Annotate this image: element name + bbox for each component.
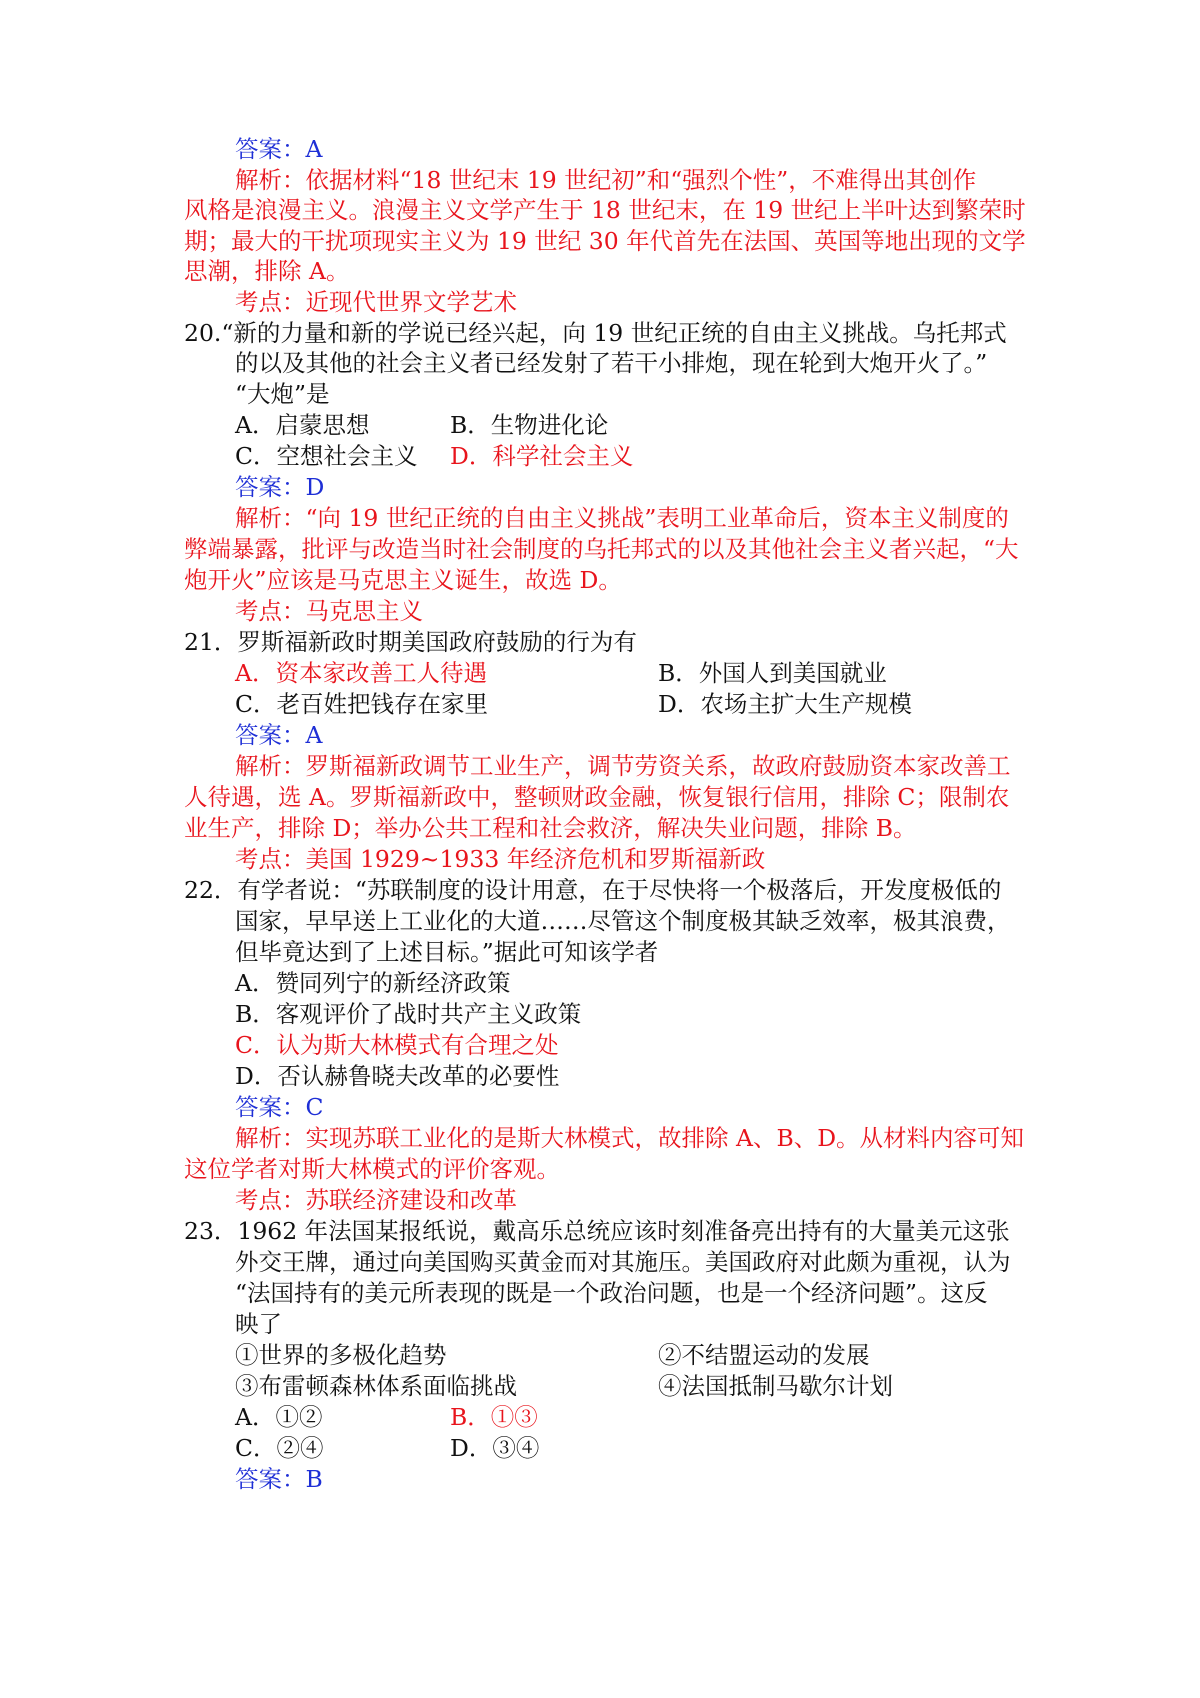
q19-analysis-line-3: 期；最大的干扰项现实主义为 19 世纪 30 年代首先在法国、英国等地出现的文学 bbox=[184, 227, 1026, 255]
q23-option-b: B．①③ bbox=[450, 1403, 538, 1431]
q23-option-d: D．③④ bbox=[450, 1434, 540, 1462]
q23-stem-line-4: 映了 bbox=[235, 1310, 282, 1338]
q20-analysis-line-2: 弊端暴露，批评与改造当时社会制度的乌托邦式的以及其他社会主义者兴起，“大 bbox=[184, 535, 1019, 563]
q22-option-c: C．认为斯大林模式有合理之处 bbox=[235, 1031, 559, 1059]
q20-point: 考点：马克思主义 bbox=[235, 597, 423, 625]
q23-item-2: ②不结盟运动的发展 bbox=[658, 1341, 870, 1369]
q19-analysis-line-4: 思潮，排除 A。 bbox=[184, 257, 350, 285]
q19-point: 考点：近现代世界文学艺术 bbox=[235, 288, 517, 316]
q20-analysis-line-1: 解析：“向 19 世纪正统的自由主义挑战”表明工业革命后，资本主义制度的 bbox=[235, 504, 1009, 532]
q20-stem-line-2: 的以及其他的社会主义者已经发射了若干小排炮，现在轮到大炮开火了。” bbox=[235, 349, 988, 377]
q22-option-b: B．客观评价了战时共产主义政策 bbox=[235, 1000, 582, 1028]
q22-analysis-line-2: 这位学者对斯大林模式的评价客观。 bbox=[184, 1155, 560, 1183]
q20-option-a: A．启蒙思想 bbox=[235, 411, 370, 439]
q22-option-d: D．否认赫鲁晓夫改革的必要性 bbox=[235, 1062, 560, 1090]
q23-item-1: ①世界的多极化趋势 bbox=[235, 1341, 447, 1369]
q22-answer: 答案：C bbox=[235, 1093, 324, 1121]
q21-analysis-line-3: 业生产，排除 D；举办公共工程和社会救济，解决失业问题，排除 B。 bbox=[184, 814, 917, 842]
q23-stem-line-3: “法国持有的美元所表现的既是一个政治问题，也是一个经济问题”。这反 bbox=[235, 1279, 988, 1307]
q20-option-b: B．生物进化论 bbox=[450, 411, 609, 439]
q23-stem-line-1: 23．1962 年法国某报纸说，戴高乐总统应该时刻准备亮出持有的大量美元这张 bbox=[184, 1217, 1010, 1245]
q21-point: 考点：美国 1929~1933 年经济危机和罗斯福新政 bbox=[235, 845, 766, 873]
q23-option-a: A．①② bbox=[235, 1403, 323, 1431]
q20-option-c: C．空想社会主义 bbox=[235, 442, 418, 470]
q21-stem: 21．罗斯福新政时期美国政府鼓励的行为有 bbox=[184, 628, 637, 656]
q23-option-c: C．②④ bbox=[235, 1434, 324, 1462]
q20-option-d: D．科学社会主义 bbox=[450, 442, 634, 470]
q22-stem-line-1: 22．有学者说：“苏联制度的设计用意，在于尽快将一个极落后，开发度极低的 bbox=[184, 876, 1002, 904]
q23-stem-line-2: 外交王牌，通过向美国购买黄金而对其施压。美国政府对此颇为重视，认为 bbox=[235, 1248, 1011, 1276]
q19-answer: 答案：A bbox=[235, 135, 323, 163]
q20-stem-line-3: “大炮”是 bbox=[235, 380, 330, 408]
q19-analysis-line-2: 风格是浪漫主义。浪漫主义文学产生于 18 世纪末，在 19 世纪上半叶达到繁荣时 bbox=[184, 196, 1026, 224]
q21-analysis-line-1: 解析：罗斯福新政调节工业生产，调节劳资关系，故政府鼓励资本家改善工 bbox=[235, 752, 1011, 780]
q21-option-d: D．农场主扩大生产规模 bbox=[658, 690, 912, 718]
q23-item-4: ④法国抵制马歇尔计划 bbox=[658, 1372, 893, 1400]
q20-stem-line-1: 20.“新的力量和新的学说已经兴起，向 19 世纪正统的自由主义挑战。乌托邦式 bbox=[184, 319, 1007, 347]
q22-stem-line-3: 但毕竟达到了上述目标。”据此可知该学者 bbox=[235, 938, 659, 966]
q23-item-3: ③布雷顿森林体系面临挑战 bbox=[235, 1372, 517, 1400]
q23-answer: 答案：B bbox=[235, 1465, 323, 1493]
q22-option-a: A．赞同列宁的新经济政策 bbox=[235, 969, 511, 997]
q22-stem-line-2: 国家，早早送上工业化的大道……尽管这个制度极其缺乏效率，极其浪费， bbox=[235, 907, 1011, 935]
q21-option-a: A．资本家改善工人待遇 bbox=[235, 659, 487, 687]
q20-answer: 答案：D bbox=[235, 473, 325, 501]
q22-analysis-line-1: 解析：实现苏联工业化的是斯大林模式，故排除 A、B、D。从材料内容可知 bbox=[235, 1124, 1025, 1152]
q21-answer: 答案：A bbox=[235, 721, 323, 749]
q21-option-c: C．老百姓把钱存在家里 bbox=[235, 690, 488, 718]
q22-point: 考点：苏联经济建设和改革 bbox=[235, 1186, 517, 1214]
q19-analysis-line-1: 解析：依据材料“18 世纪末 19 世纪初”和“强烈个性”，不难得出其创作 bbox=[235, 166, 977, 194]
q21-option-b: B．外国人到美国就业 bbox=[658, 659, 887, 687]
q21-analysis-line-2: 人待遇，选 A。罗斯福新政中，整顿财政金融，恢复银行信用，排除 C；限制农 bbox=[184, 783, 1010, 811]
q20-analysis-line-3: 炮开火”应该是马克思主义诞生，故选 D。 bbox=[184, 566, 622, 594]
